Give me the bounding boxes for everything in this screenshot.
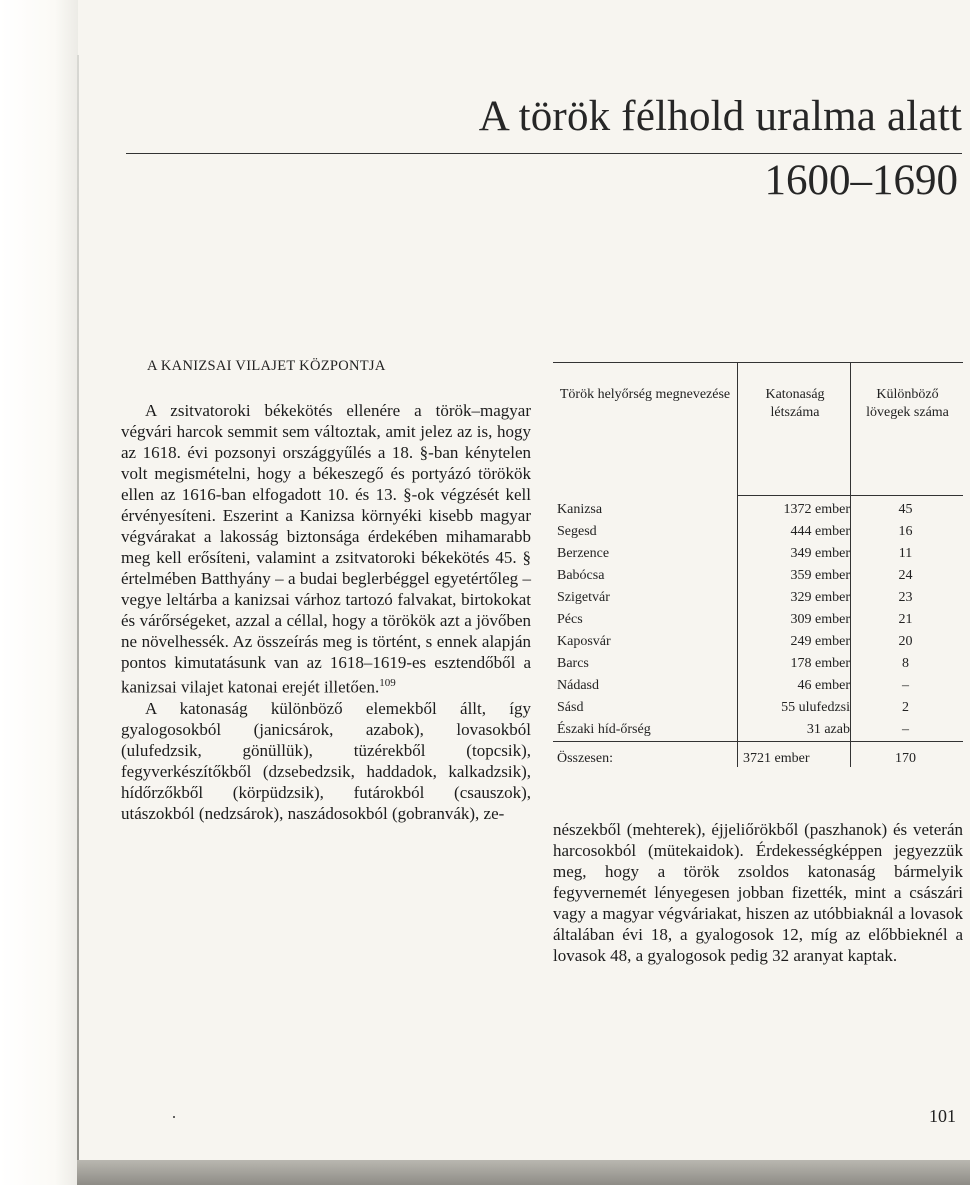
table-top-rule	[553, 362, 963, 363]
section-heading: A KANIZSAI VILAJET KÖZPONTJA	[147, 358, 386, 374]
garrison-table	[553, 362, 963, 772]
table-total-rule	[553, 741, 963, 742]
soldier-count: 249 ember	[790, 634, 850, 649]
garrison-name: Kaposvár	[557, 634, 611, 649]
paragraph: nészekből (mehterek), éjjeliőrökből (paszhanok) és veterán harcosokból (mütekaidok). Érdekességképpen jegyezzük meg, hogy a török zsoldos katonaság bármelyik fegyvernemét lényegesen jobban fizették, mint a császári vagy a magyar végváriakat, hiszen az utóbbiaknál a lovasok általában évi 18, a gyalogosok 12, míg az előbbieknél a lovasok 48, a gyalogosok pedig 32 aranyat kaptak.	[553, 820, 963, 965]
garrison-name: Barcs	[557, 656, 589, 671]
chapter-title: A török félhold uralma alatt	[478, 93, 962, 140]
soldier-count: 329 ember	[790, 590, 850, 605]
cannon-count: –	[902, 722, 909, 737]
cannon-count: 16	[898, 524, 913, 539]
table-row	[553, 499, 963, 521]
table-row	[553, 521, 963, 543]
soldier-count: 46 ember	[797, 678, 850, 693]
garrison-name: Északi híd-őrség	[557, 722, 651, 737]
table-row	[553, 609, 963, 631]
garrison-name: Sásd	[557, 700, 584, 715]
total-label: Összesen:	[557, 751, 613, 766]
paragraph-text: A zsitvatoroki békekötés ellenére a török–magyar végvári harcok semmit sem változtak, amit jelez az is, hogy az 1618. évi pozsonyi országgyűlés a 18. §-ban kénytelen volt megismételni, hogy a békeszegő és portyázó törökök ellen az 1616-ban elfogadott 10. és 13. §-ok végzését kell érvényesíteni. Eszerint a Kanizsa környéki kisebb magyar végvárakat a lakosság biztonsága érdekében mihamarabb meg kell erősíteni, valamint a zsitvatoroki békekötés 45. § értelmében Batthyány – a budai beglerbéggel egyetértőleg – vegye leltárba a kanizsai várhoz tartozó falvakat, birtokokat és várőrségeket, azzal a céllal, hogy a törökök azt a jövőben ne növelhessék. Az összeírás meg is történt, s ennek alapján pontos kimutatásunk van az 1618–1619-es esztendőből a kanizsai vilajet katonai erejét illetően.	[121, 401, 531, 697]
table-col-rule	[850, 362, 851, 495]
cannon-count: 11	[898, 546, 913, 561]
soldier-count: 1372 ember	[783, 502, 850, 517]
book-spine-edge	[77, 55, 79, 1165]
table-row	[553, 587, 963, 609]
table-row	[553, 675, 963, 697]
cannon-count: 23	[898, 590, 913, 605]
cannon-count: 20	[898, 634, 913, 649]
page-number: 101	[929, 1106, 956, 1126]
soldier-count: 55 ulufedzsi	[781, 700, 850, 715]
soldier-count: 349 ember	[790, 546, 850, 561]
table-row	[553, 697, 963, 719]
title-rule	[126, 153, 962, 154]
garrison-name: Kanizsa	[557, 502, 603, 517]
table-row	[553, 653, 963, 675]
cannon-count: 24	[898, 568, 913, 583]
table-row	[553, 631, 963, 653]
paragraph	[121, 400, 531, 698]
garrison-name: Segesd	[557, 524, 597, 539]
cannon-count: 8	[902, 656, 909, 671]
cannon-count: 45	[898, 502, 913, 517]
soldier-count: 444 ember	[790, 524, 850, 539]
page-margin-shade	[0, 0, 78, 1185]
column-header-cannons: Különböző lövegek száma	[866, 387, 949, 420]
table-row	[553, 543, 963, 565]
cannon-count: 21	[898, 612, 913, 627]
cannon-count: –	[902, 678, 909, 693]
soldier-count: 309 ember	[790, 612, 850, 627]
cannon-count: 2	[902, 700, 909, 715]
column-header-soldiers: Katonaság létszáma	[765, 387, 825, 420]
soldier-count: 359 ember	[790, 568, 850, 583]
table-total-row	[553, 748, 963, 770]
paragraph: A katonaság különböző elemekből állt, így gyalogosokból (janicsárok, azabok), lovasokból (ulufedzsik, gönüllük), tüzérekből (topcsik), fegyverkészítőkből (dzsebedzsik, haddadok, kalkadzsik), hídőrzőkből (körpüdzsik), futárokból (csauszok), utászokból (nedzsárok), naszádosokból (gobranvák), ze-	[121, 698, 531, 823]
print-speck	[173, 1116, 175, 1118]
garrison-name: Szigetvár	[557, 590, 610, 605]
table-col-rule	[737, 362, 738, 495]
table-row	[553, 565, 963, 587]
page-bottom-edge	[77, 1160, 970, 1185]
chapter-years: 1600–1690	[764, 157, 958, 204]
soldier-count: 31 azab	[806, 722, 850, 737]
total-soldiers: 3721 ember	[743, 751, 810, 766]
soldier-count: 178 ember	[790, 656, 850, 671]
garrison-name: Babócsa	[557, 568, 605, 583]
garrison-name: Berzence	[557, 546, 610, 561]
left-text-column	[121, 400, 531, 824]
footnote-ref: 109	[379, 677, 396, 689]
garrison-name: Pécs	[557, 612, 583, 627]
total-cannons: 170	[895, 751, 916, 766]
table-row	[553, 719, 963, 741]
right-text-column	[553, 819, 963, 966]
garrison-name: Nádasd	[557, 678, 599, 693]
column-header-garrison: Török helyőrség megnevezése	[559, 387, 731, 402]
